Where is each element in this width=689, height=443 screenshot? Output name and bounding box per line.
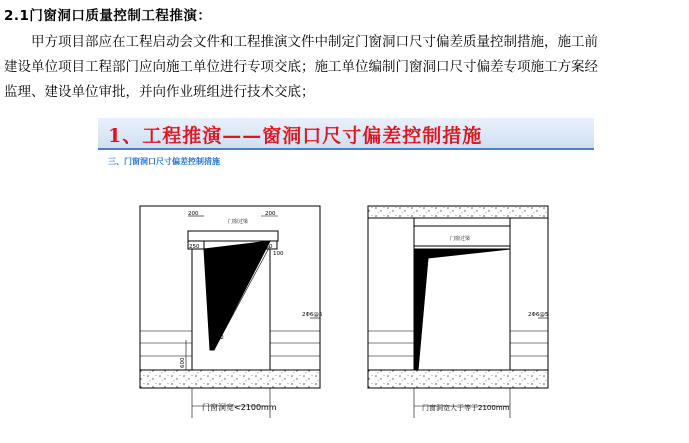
slide-subtitle: 三、门窗洞口尺寸偏差控制措施 (108, 157, 220, 166)
left-door-diagram (140, 206, 320, 418)
left-right-label: 2Φ6@5 (302, 312, 323, 318)
right-right-label: 2Φ6@5 (528, 312, 549, 318)
dim-top-left: 200 (188, 211, 199, 217)
paragraph-line-2: 建设单位项目工程部门应向施工单位进行专项交底；施工单位编制门窗洞口尺寸偏差专项施工方案经 (4, 59, 598, 75)
intro-paragraph (4, 30, 686, 105)
left-bottom-label: 门窗洞宽<2100mm (202, 403, 277, 412)
paragraph-line-1: 甲方项目部应在工程启动会文件和工程推演文件中制定门窗洞口尺寸偏差质量控制措施，施工前 (31, 34, 598, 50)
paragraph-line-3: 监理、建设单位审批，并向作业班组进行技术交底； (4, 84, 315, 100)
dim-100: 100 (273, 251, 284, 257)
left-rebar-label: 2Φ12 (209, 335, 224, 341)
section-heading: 2.1门窗洞口质量控制工程推演： (4, 8, 212, 24)
dim-600: 600 (180, 357, 186, 368)
dim-250-right: 250 (262, 244, 273, 250)
construction-diagrams (98, 118, 594, 443)
left-beam-label: 门窗过梁 (228, 219, 249, 225)
embedded-slide-image (98, 118, 594, 443)
slide-title: 1、工程推演——窗洞口尺寸偏差控制措施 (108, 125, 483, 147)
right-bottom-label: 门窗洞宽大于等于2100mm (422, 404, 510, 412)
dim-250-left: 250 (189, 244, 200, 250)
right-beam-label: 门窗过梁 (450, 236, 471, 242)
dim-top-right: 200 (265, 211, 276, 217)
